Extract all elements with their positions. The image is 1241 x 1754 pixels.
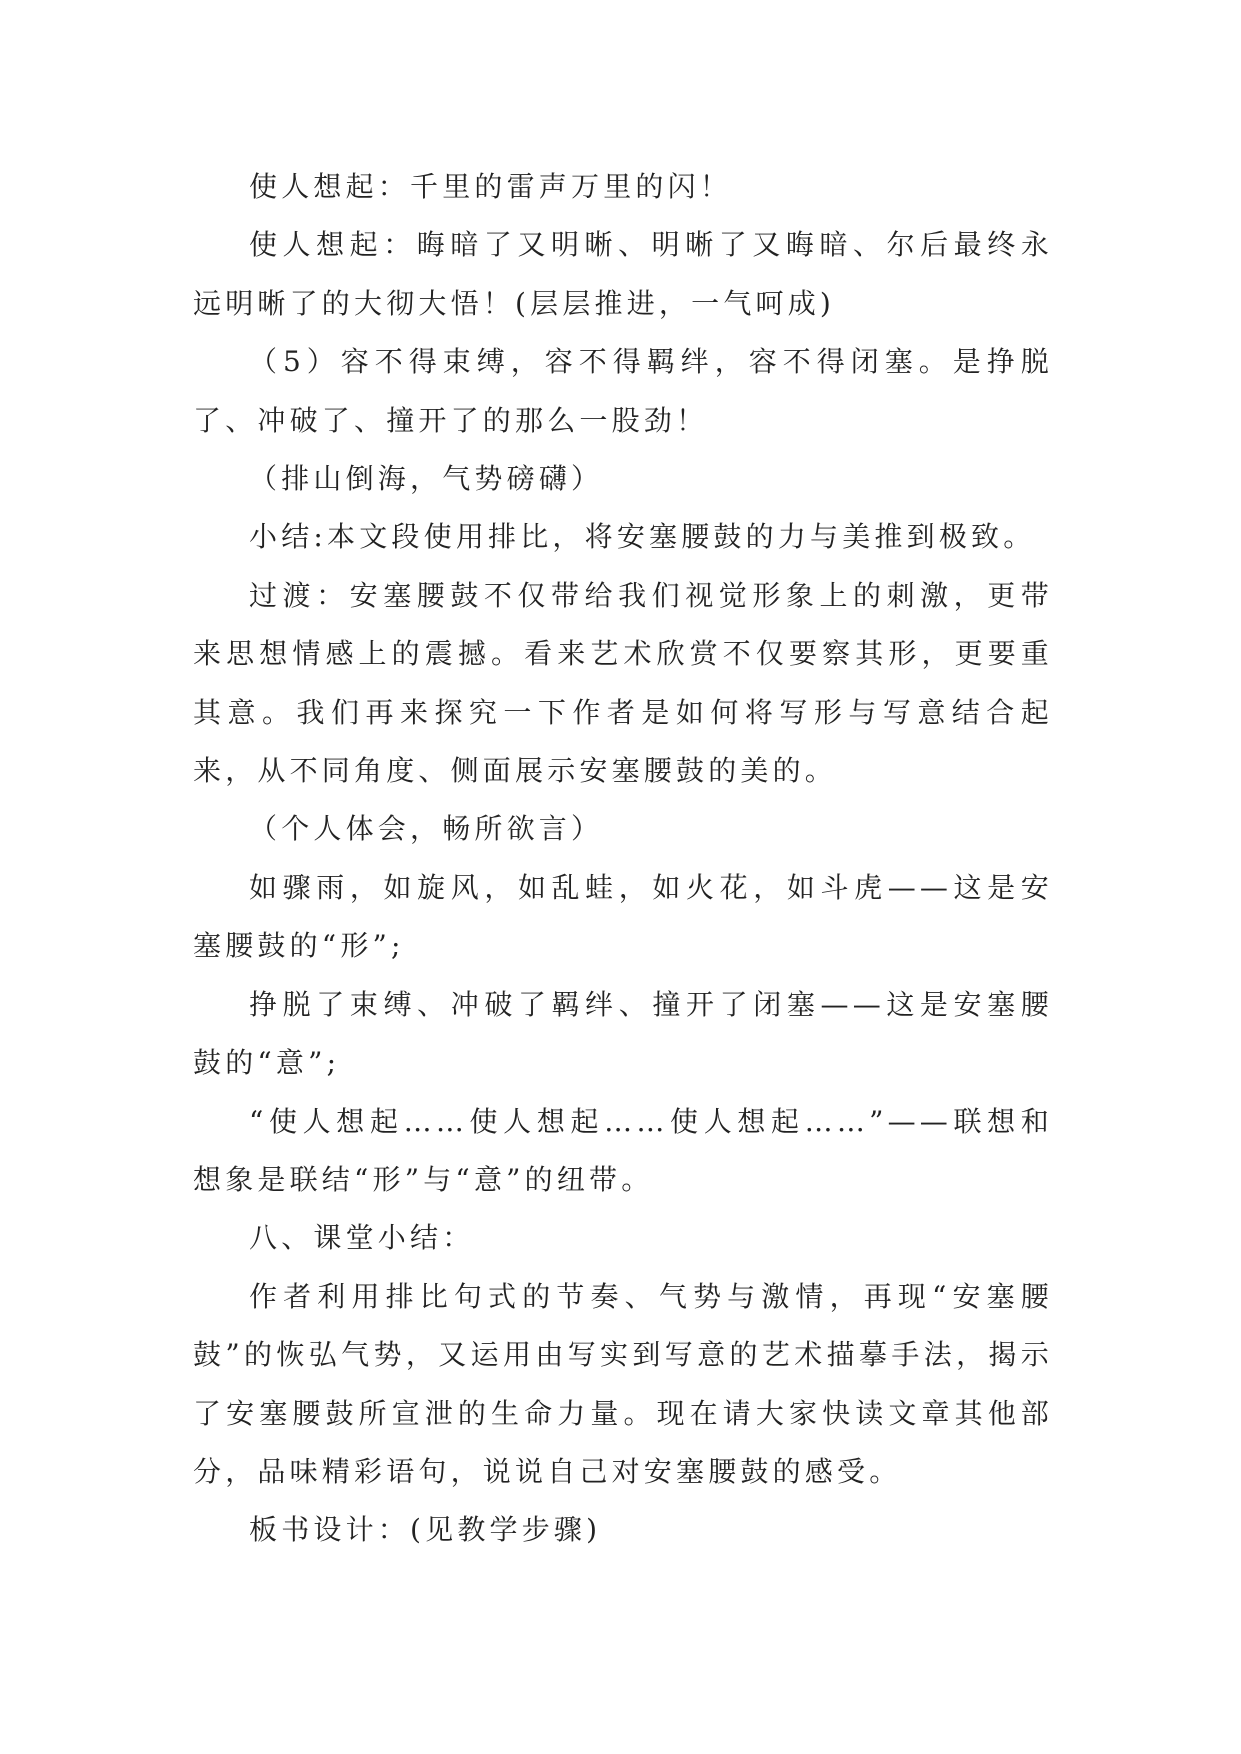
paragraph-10: “使人想起……使人想起……使人想起……”——联想和想象是联结“形”与“意”的纽带。	[193, 1104, 1053, 1196]
paragraph-13: 板书设计：(见教学步骤)	[249, 1513, 602, 1547]
paragraph-4: （排山倒海，气势磅礴）	[249, 462, 604, 496]
paragraph-5: 小结:本文段使用排比，将安塞腰鼓的力与美推到极致。	[249, 520, 1036, 554]
paragraph-9: 挣脱了束缚、冲破了羁绊、撞开了闭塞——这是安塞腰鼓的“意”;	[193, 987, 1053, 1080]
paragraph-3: （5）容不得束缚，容不得羁绊，容不得闭塞。是挣脱了、冲破了、撞开了的那么一股劲！	[193, 345, 1053, 437]
document-body	[193, 158, 1053, 1560]
section-heading-summary: 八、课堂小结：	[249, 1221, 475, 1255]
paragraph-6: 过渡：安塞腰鼓不仅带给我们视觉形象上的刺激，更带来思想情感上的震撼。看来艺术欣赏不仅要察其形，更要重其意。我们再来探究一下作者是如何将写形与写意结合起来，从不同角度、侧面展示安塞腰鼓的美的。	[193, 578, 1053, 788]
paragraph-1: 使人想起：千里的雷声万里的闪！	[249, 170, 733, 203]
paragraph-7: （个人体会，畅所欲言）	[249, 812, 604, 846]
paragraph-2: 使人想起：晦暗了又明晰、明晰了又晦暗、尔后最终永远明晰了的大彻大悟！(层层推进，一气呵成)	[193, 228, 1053, 320]
paragraph-12: 作者利用排比句式的节奏、气势与激情，再现“安塞腰鼓”的恢弘气势，又运用由写实到写意的艺术描摹手法，揭示了安塞腰鼓所宣泄的生命力量。现在请大家快读文章其他部分，品味精彩语句，说说自己对安塞腰鼓的感受。	[193, 1279, 1053, 1488]
paragraph-8: 如骤雨，如旋风，如乱蛙，如火花，如斗虎——这是安塞腰鼓的“形”;	[193, 870, 1053, 963]
